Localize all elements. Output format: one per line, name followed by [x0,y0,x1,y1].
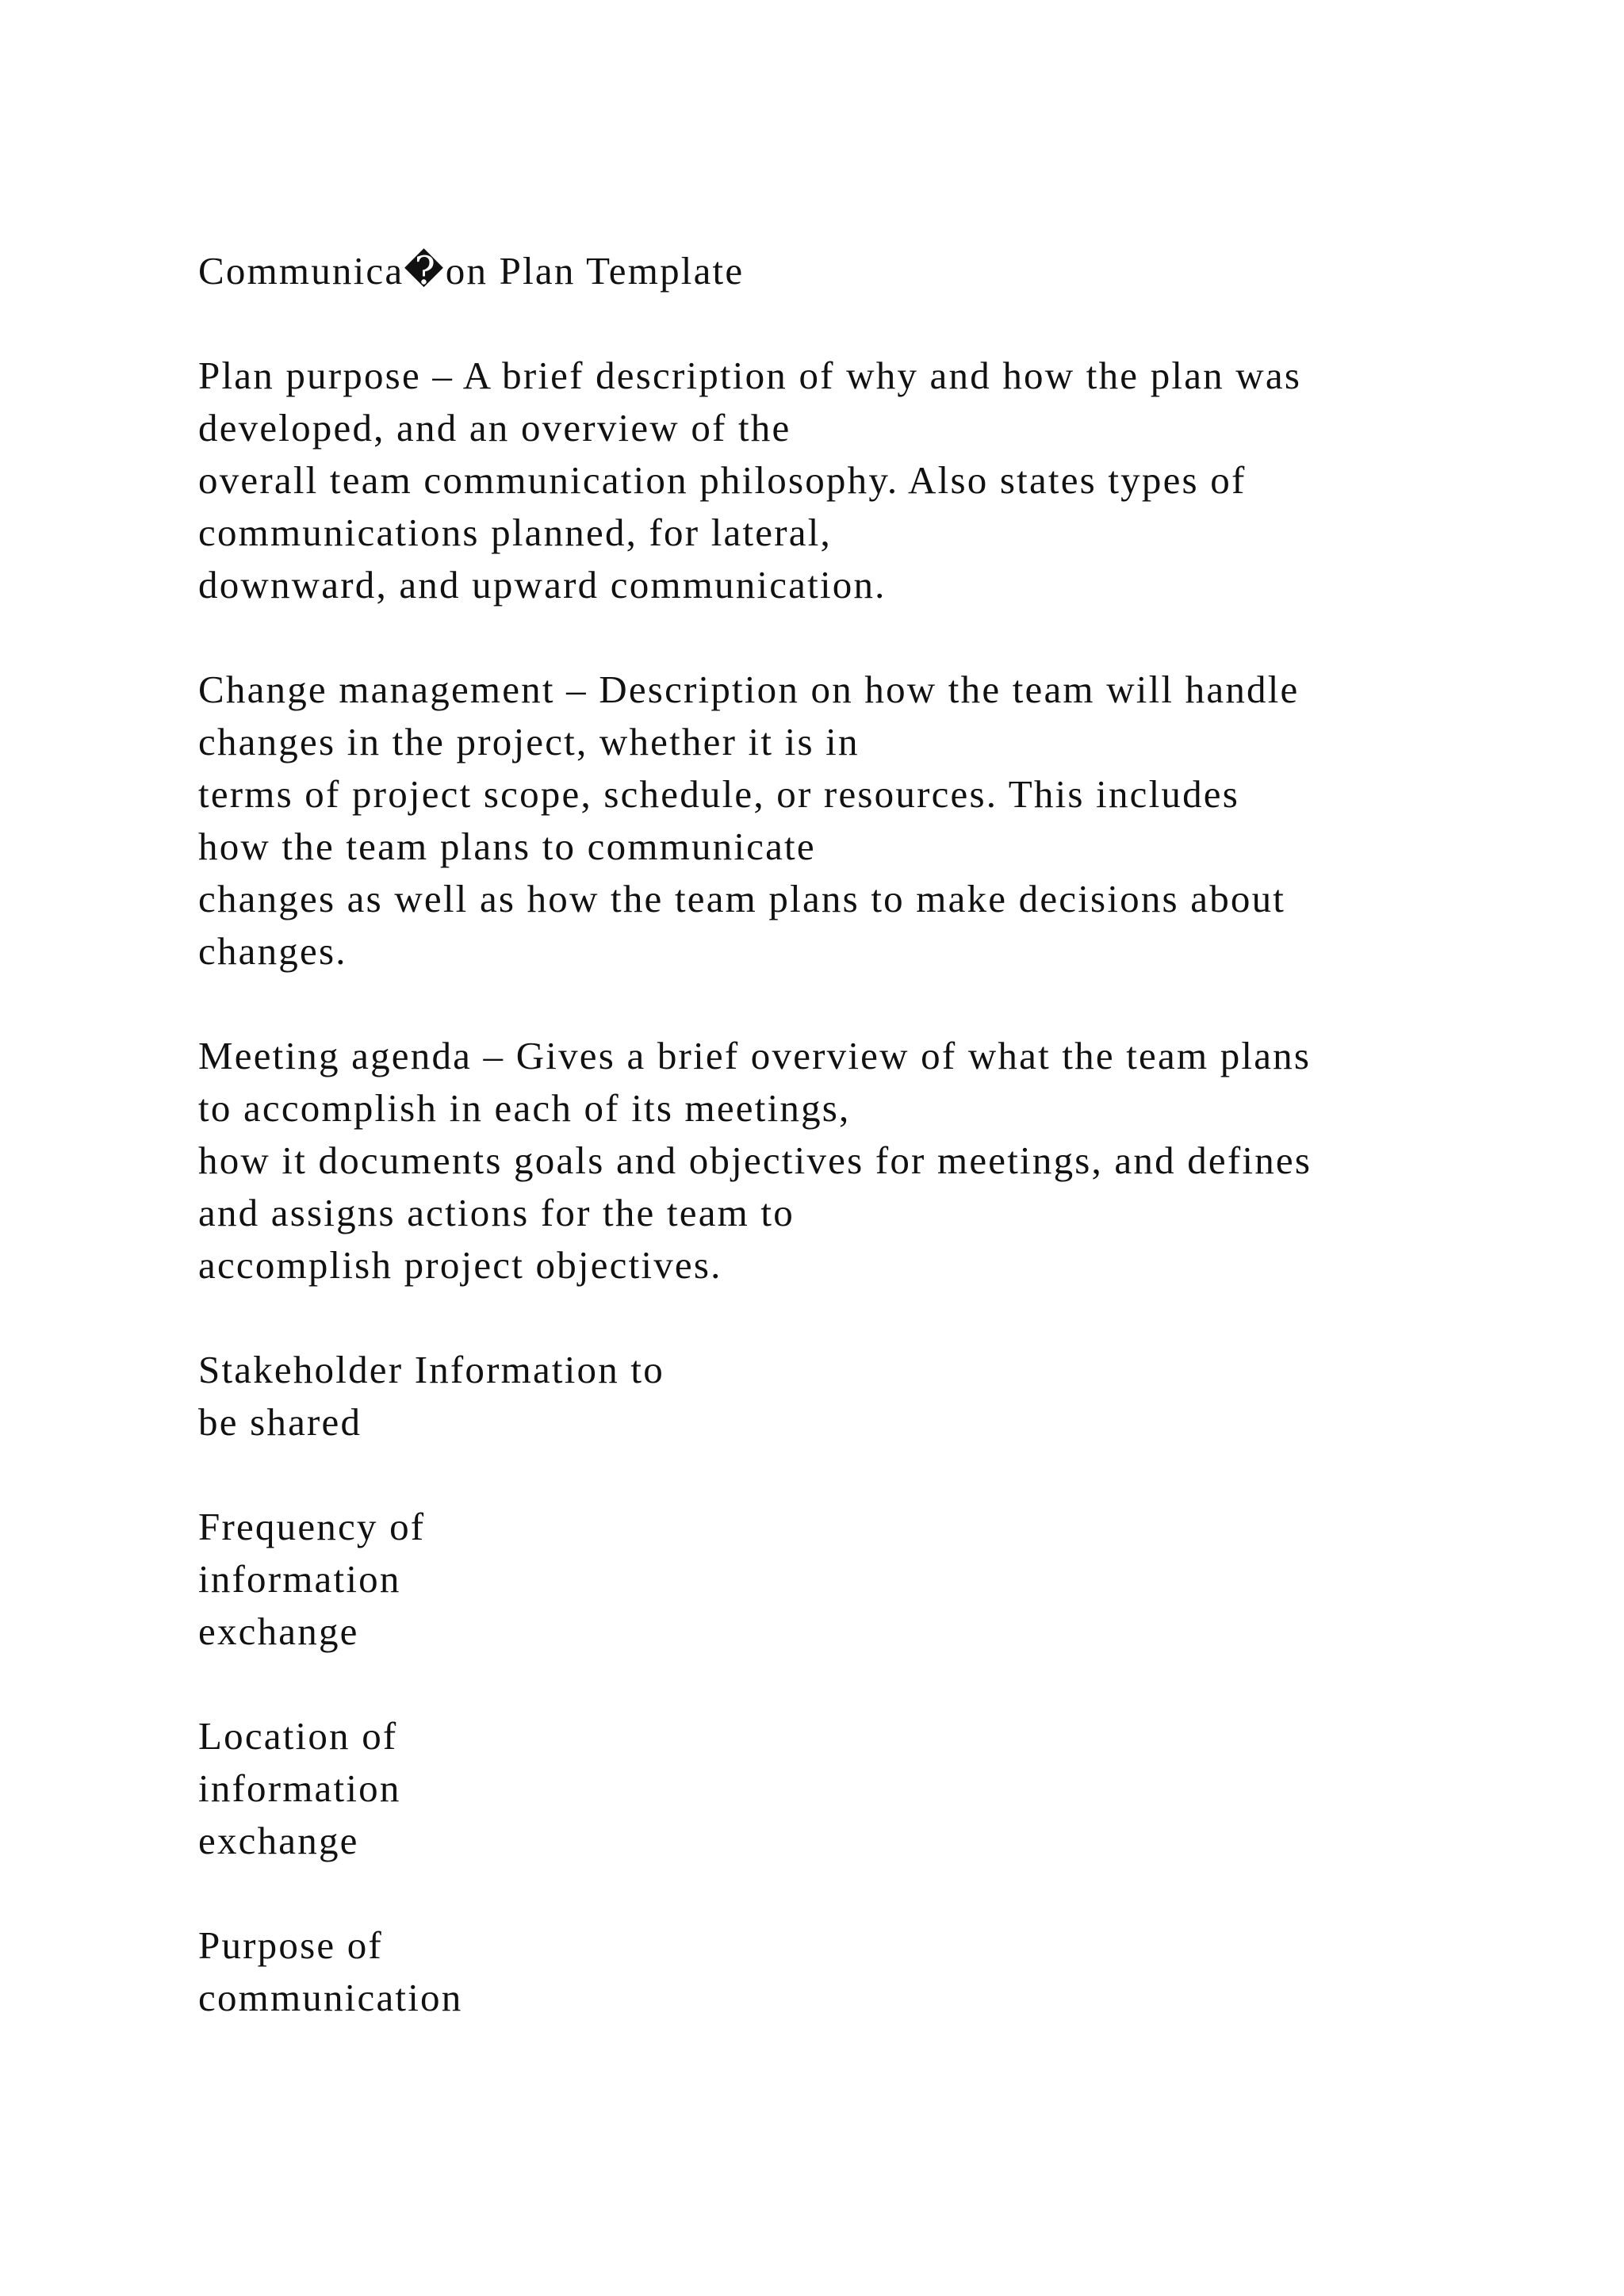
label-line: Frequency of [198,1505,426,1548]
label-line: Purpose of [198,1923,383,1967]
paragraph-line: how it documents goals and objectives for meetings, and defines [198,1138,1312,1182]
paragraph-line: overall team communication philosophy. Also states types of [198,458,1247,502]
label-line: communication [198,1976,463,2019]
paragraph-line: accomplish project objectives. [198,1243,722,1287]
document-body [198,245,1467,2076]
paragraph-line: communications planned, for lateral, [198,511,832,554]
label-line: information [198,1766,401,1810]
frequency-label [198,1501,1467,1658]
label-line: Location of [198,1714,398,1758]
paragraph-line: changes in the project, whether it is in [198,720,860,763]
paragraph-line: downward, and upward communication. [198,563,887,607]
stakeholder-info-label [198,1344,1467,1448]
document-title: Communica�on Plan Template [198,249,745,293]
paragraph-line: developed, and an overview of the [198,406,791,450]
document-title-block [198,245,1467,297]
purpose-label [198,1919,1467,2024]
paragraph-line: changes. [198,929,347,973]
label-line: be shared [198,1400,362,1444]
label-line: exchange [198,1819,359,1862]
plan-purpose-paragraph [198,350,1467,611]
paragraph-line: Change management – Description on how the team will handle [198,668,1300,711]
label-line: information [198,1557,401,1601]
change-management-paragraph [198,664,1467,978]
paragraph-line: Plan purpose – A brief description of why and how the plan was [198,354,1302,397]
paragraph-line: changes as well as how the team plans to make decisions about [198,877,1286,920]
label-line: exchange [198,1609,359,1653]
paragraph-line: terms of project scope, schedule, or resources. This includes [198,772,1240,816]
location-label [198,1710,1467,1867]
paragraph-line: how the team plans to communicate [198,825,816,868]
paragraph-line: to accomplish in each of its meetings, [198,1086,851,1130]
meeting-agenda-paragraph [198,1030,1467,1292]
paragraph-line: and assigns actions for the team to [198,1191,795,1234]
label-line: Stakeholder Information to [198,1348,665,1391]
paragraph-line: Meeting agenda – Gives a brief overview of what the team plans [198,1034,1312,1077]
